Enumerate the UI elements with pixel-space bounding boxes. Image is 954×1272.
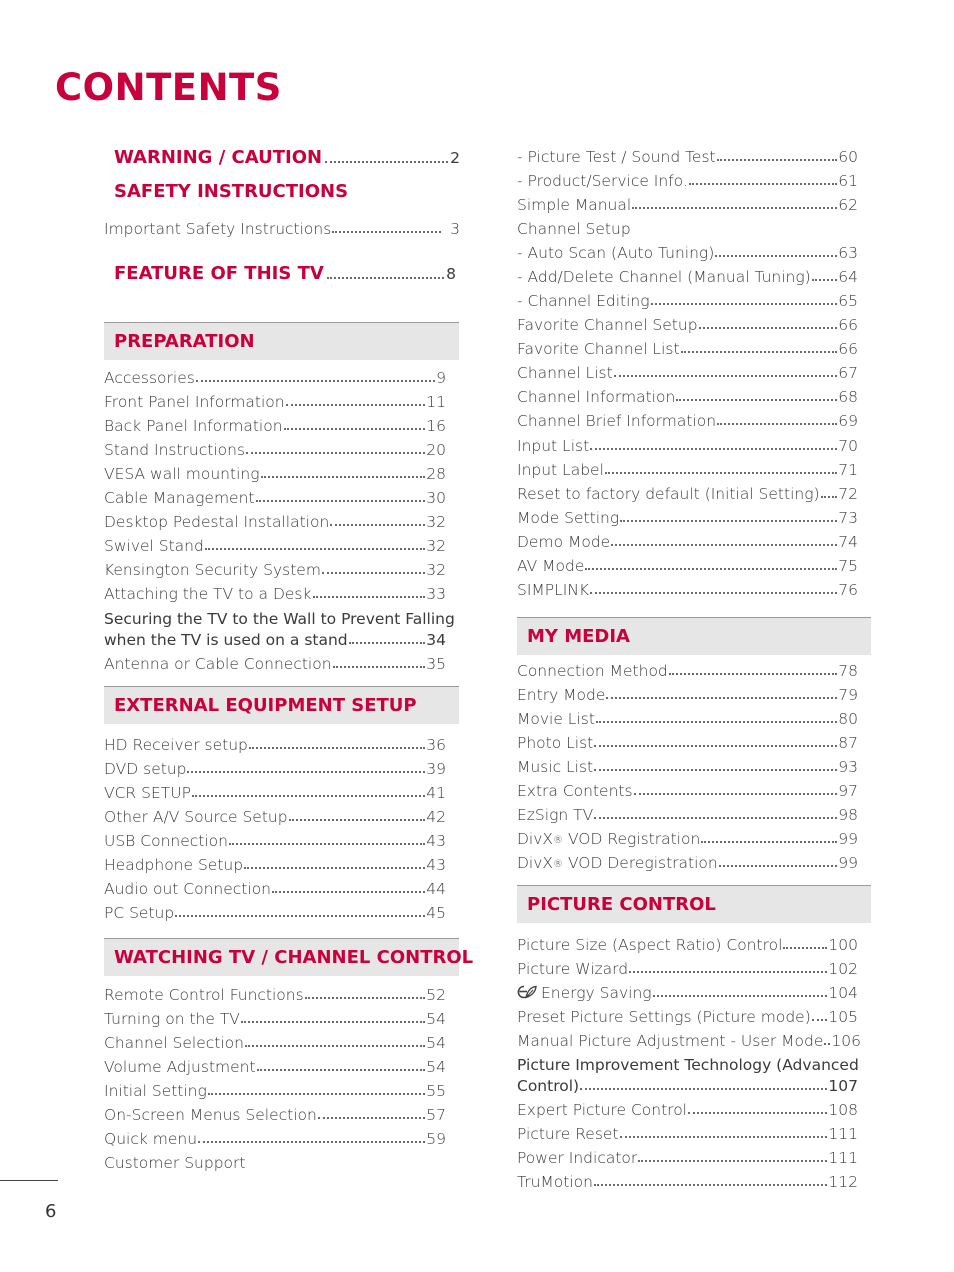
toc-entry[interactable] bbox=[517, 388, 858, 406]
toc-entry[interactable] bbox=[104, 441, 446, 459]
toc-label: - Picture Test / Sound Test bbox=[517, 148, 716, 166]
toc-entry[interactable] bbox=[517, 1008, 858, 1026]
leader-dots bbox=[284, 416, 426, 430]
toc-label: Cable Management bbox=[104, 489, 255, 507]
toc-entry[interactable] bbox=[517, 581, 858, 599]
section-title: WATCHING TV / CHANNEL CONTROL bbox=[114, 947, 474, 968]
toc-page: 32 bbox=[426, 561, 446, 579]
toc-entry[interactable] bbox=[517, 806, 858, 824]
leader-dots bbox=[699, 315, 838, 329]
toc-entry[interactable] bbox=[104, 1082, 446, 1100]
toc-page: 30 bbox=[426, 489, 446, 507]
toc-page: 32 bbox=[426, 513, 446, 531]
leader-dots bbox=[715, 243, 837, 257]
toc-entry[interactable] bbox=[104, 489, 446, 507]
toc-label: Input Label bbox=[517, 460, 604, 479]
toc-label-line2: Control) bbox=[517, 1077, 580, 1095]
toc-label: - Channel Editing bbox=[517, 292, 650, 311]
leader-dots bbox=[333, 654, 426, 668]
toc-page: 41 bbox=[426, 784, 446, 802]
toc-page: 57 bbox=[426, 1106, 446, 1124]
toc-page: 16 bbox=[426, 417, 446, 435]
section-title: PREPARATION bbox=[114, 331, 255, 352]
toc-label: FEATURE OF THIS TV bbox=[114, 263, 324, 284]
toc-page: 3 bbox=[450, 220, 460, 238]
toc-entry-antenna[interactable] bbox=[104, 655, 446, 673]
leader-dots bbox=[812, 1007, 828, 1021]
toc-page: 76 bbox=[838, 580, 858, 599]
leader-dots bbox=[594, 805, 837, 819]
section-header-mymedia bbox=[517, 617, 871, 655]
leader-dots bbox=[614, 363, 838, 377]
toc-page: 20 bbox=[426, 441, 446, 459]
toc-entry-feature[interactable] bbox=[114, 263, 456, 284]
section-title: PICTURE CONTROL bbox=[527, 894, 716, 915]
toc-entry[interactable] bbox=[104, 393, 446, 411]
toc-label: Channel Setup bbox=[517, 220, 631, 238]
toc-page: 9 bbox=[436, 369, 446, 387]
leader-dots bbox=[257, 1057, 426, 1071]
toc-label: Picture Size (Aspect Ratio) Control bbox=[517, 936, 783, 954]
toc-entry[interactable] bbox=[517, 1149, 858, 1167]
toc-label: Demo Mode bbox=[517, 532, 611, 551]
section-title: MY MEDIA bbox=[527, 626, 630, 647]
leader-dots bbox=[192, 783, 425, 797]
toc-entry[interactable] bbox=[104, 369, 446, 387]
toc-entry[interactable] bbox=[517, 1101, 858, 1119]
toc-label: Power Indicator bbox=[517, 1149, 638, 1167]
toc-label: Expert Picture Control bbox=[517, 1101, 687, 1119]
toc-label: WARNING / CAUTION bbox=[114, 147, 323, 168]
toc-entry[interactable] bbox=[517, 244, 858, 262]
toc-page: 111 bbox=[828, 1125, 858, 1143]
toc-label: Quick menu bbox=[104, 1130, 198, 1148]
leader-dots bbox=[606, 685, 837, 699]
footer-rule bbox=[0, 1180, 58, 1181]
toc-label: Headphone Setup bbox=[104, 856, 244, 874]
toc-label: Channel Brief Information bbox=[517, 412, 717, 431]
toc-page: 66 bbox=[838, 316, 858, 335]
toc-page: 67 bbox=[838, 364, 858, 383]
toc-label: Picture Wizard bbox=[517, 960, 629, 978]
toc-entry[interactable] bbox=[517, 758, 858, 776]
toc-label: Front Panel Information bbox=[104, 393, 285, 411]
toc-page: 68 bbox=[838, 388, 858, 407]
toc-entry[interactable] bbox=[517, 686, 858, 704]
toc-label: Other A/V Source Setup bbox=[104, 808, 288, 826]
toc-page: 71 bbox=[838, 460, 858, 479]
toc-page: 111 bbox=[828, 1149, 858, 1167]
leader-dots bbox=[596, 709, 837, 723]
toc-label: Kensington Security System bbox=[104, 561, 321, 579]
leader-dots bbox=[669, 661, 838, 675]
toc-label: On-Screen Menus Selection bbox=[104, 1106, 317, 1124]
leader-dots bbox=[689, 171, 837, 185]
toc-page: 64 bbox=[838, 268, 858, 287]
leader-dots bbox=[327, 264, 444, 279]
toc-page: 36 bbox=[426, 736, 446, 754]
leader-dots bbox=[330, 512, 425, 526]
toc-page: 69 bbox=[838, 412, 858, 431]
toc-label: Connection Method bbox=[517, 662, 668, 680]
leader-dots bbox=[611, 532, 837, 546]
toc-page: 104 bbox=[828, 984, 858, 1002]
toc-page: 93 bbox=[838, 758, 858, 776]
toc-page: 63 bbox=[838, 244, 858, 262]
leader-dots bbox=[701, 829, 837, 843]
toc-label: Back Panel Information bbox=[104, 417, 283, 435]
toc-page: 43 bbox=[426, 832, 446, 850]
toc-label: Channel List bbox=[517, 364, 613, 383]
toc-label: - Auto Scan (Auto Tuning) bbox=[517, 244, 715, 262]
leader-dots bbox=[594, 733, 837, 747]
toc-page: 35 bbox=[426, 655, 446, 673]
toc-label: Reset to factory default (Initial Setting) bbox=[517, 484, 820, 503]
toc-page: 79 bbox=[838, 686, 858, 704]
leader-dots bbox=[783, 935, 827, 949]
toc-label: SAFETY INSTRUCTIONS bbox=[114, 181, 349, 202]
leader-dots bbox=[305, 985, 426, 999]
toc-entry[interactable] bbox=[517, 662, 858, 680]
leader-dots bbox=[246, 440, 425, 454]
toc-page: 102 bbox=[828, 960, 858, 978]
toc-page: 70 bbox=[838, 436, 858, 455]
toc-entry-securing[interactable] bbox=[104, 609, 455, 651]
toc-entry[interactable] bbox=[104, 736, 446, 754]
toc-label: VESA wall mounting bbox=[104, 465, 260, 483]
leader-dots bbox=[585, 556, 837, 570]
toc-page: 45 bbox=[426, 904, 446, 922]
leader-dots bbox=[821, 484, 838, 498]
toc-page: 59 bbox=[426, 1130, 446, 1148]
toc-entry[interactable] bbox=[104, 784, 446, 802]
toc-label: Audio out Connection bbox=[104, 880, 271, 898]
toc-entry[interactable] bbox=[517, 268, 858, 286]
toc-page: 100 bbox=[828, 936, 858, 954]
toc-label: Antenna or Cable Connection bbox=[104, 655, 332, 673]
page-title: CONTENTS bbox=[55, 66, 282, 109]
toc-page: 54 bbox=[426, 1058, 446, 1076]
leader-dots bbox=[580, 1076, 827, 1090]
toc-page: 99 bbox=[838, 854, 858, 872]
toc-label: Swivel Stand bbox=[104, 537, 204, 555]
toc-label: Movie List bbox=[517, 710, 595, 728]
toc-entry[interactable] bbox=[104, 513, 446, 531]
toc-label: USB Connection bbox=[104, 832, 228, 850]
toc-page: 32 bbox=[426, 537, 446, 555]
toc-entry[interactable] bbox=[104, 760, 446, 778]
toc-entry-important[interactable] bbox=[104, 220, 460, 238]
toc-entry[interactable] bbox=[104, 808, 446, 826]
toc-label-line1: Picture Improvement Technology (Advanced bbox=[517, 1056, 859, 1074]
section-title: EXTERNAL EQUIPMENT SETUP bbox=[114, 695, 417, 716]
toc-label: Favorite Channel List bbox=[517, 340, 680, 359]
toc-label: DVD setup bbox=[104, 760, 187, 778]
toc-label: Music List bbox=[517, 758, 594, 776]
toc-entry-picture-improvement[interactable] bbox=[517, 1055, 858, 1097]
leader-dots bbox=[322, 560, 425, 574]
leader-dots bbox=[325, 148, 448, 163]
leader-dots bbox=[653, 983, 828, 997]
leader-dots bbox=[590, 436, 837, 450]
toc-entry[interactable] bbox=[517, 364, 858, 382]
toc-page: 97 bbox=[838, 782, 858, 800]
toc-label: DivX® VOD Registration bbox=[517, 830, 701, 848]
toc-label: Extra Contents bbox=[517, 782, 633, 800]
toc-page: 2 bbox=[450, 149, 460, 167]
toc-label: EzSign TV bbox=[517, 806, 594, 824]
toc-page: 80 bbox=[838, 710, 858, 728]
toc-page: 99 bbox=[838, 830, 858, 848]
toc-page: 34 bbox=[426, 631, 446, 649]
toc-entry[interactable] bbox=[517, 148, 858, 166]
toc-label: Energy Saving bbox=[517, 984, 652, 1002]
toc-label: Initial Setting bbox=[104, 1082, 207, 1100]
toc-entry[interactable] bbox=[104, 986, 446, 1004]
leader-dots bbox=[196, 368, 435, 382]
toc-page: 75 bbox=[838, 556, 858, 575]
leader-dots bbox=[719, 853, 838, 867]
leader-dots bbox=[634, 781, 838, 795]
toc-page: 55 bbox=[426, 1082, 446, 1100]
section-header-preparation bbox=[104, 322, 459, 360]
toc-label: Entry Mode bbox=[517, 686, 606, 704]
leader-dots bbox=[261, 464, 426, 478]
toc-entry[interactable] bbox=[104, 561, 446, 579]
toc-page: 78 bbox=[838, 662, 858, 680]
section-header-watching bbox=[104, 938, 474, 976]
toc-page: 73 bbox=[838, 508, 858, 527]
toc-entry[interactable] bbox=[104, 832, 446, 850]
toc-label: PC Setup bbox=[104, 904, 175, 922]
leader-dots bbox=[198, 1129, 425, 1143]
toc-entry[interactable] bbox=[517, 316, 858, 334]
toc-label: Preset Picture Settings (Picture mode) bbox=[517, 1008, 811, 1026]
toc-entry-energy-saving[interactable] bbox=[517, 984, 858, 1002]
toc-entry[interactable] bbox=[517, 196, 858, 214]
leader-dots bbox=[229, 831, 425, 845]
section-header-external bbox=[104, 686, 459, 724]
leader-dots bbox=[256, 488, 426, 502]
leader-dots bbox=[205, 536, 425, 550]
toc-entry[interactable] bbox=[104, 537, 446, 555]
toc-entry[interactable] bbox=[104, 1106, 446, 1124]
leader-dots bbox=[245, 1033, 425, 1047]
leader-dots bbox=[629, 959, 827, 973]
leader-dots bbox=[208, 1081, 425, 1095]
toc-entry[interactable] bbox=[104, 880, 446, 898]
toc-entry[interactable] bbox=[517, 292, 858, 310]
toc-label: Channel Information bbox=[517, 388, 676, 407]
toc-page: 52 bbox=[426, 986, 446, 1004]
toc-label: Favorite Channel Setup bbox=[517, 316, 698, 335]
toc-entry[interactable] bbox=[517, 437, 858, 455]
toc-label-line2: when the TV is used on a stand bbox=[104, 631, 348, 649]
toc-page: 98 bbox=[838, 806, 858, 824]
toc-entry[interactable] bbox=[517, 1032, 861, 1050]
toc-label: VCR SETUP bbox=[104, 784, 191, 802]
toc-label-line1: Securing the TV to the Wall to Prevent Falling bbox=[104, 610, 455, 628]
toc-entry[interactable] bbox=[517, 509, 858, 527]
toc-entry[interactable] bbox=[517, 533, 858, 551]
toc-label: SIMPLINK bbox=[517, 580, 590, 599]
toc-label: - Add/Delete Channel (Manual Tuning) bbox=[517, 268, 811, 287]
toc-entry[interactable] bbox=[104, 465, 446, 483]
leader-dots bbox=[286, 392, 426, 406]
toc-page: 43 bbox=[426, 856, 446, 874]
leader-dots bbox=[812, 267, 838, 281]
leader-dots bbox=[605, 460, 837, 474]
toc-label: Customer Support bbox=[104, 1154, 246, 1172]
leader-dots bbox=[688, 1100, 827, 1114]
toc-label: AV Mode bbox=[517, 556, 585, 575]
toc-label: Stand Instructions bbox=[104, 441, 246, 459]
toc-entry[interactable] bbox=[104, 904, 446, 922]
toc-page: 54 bbox=[426, 1010, 446, 1028]
toc-label: Picture Reset bbox=[517, 1125, 619, 1143]
leader-dots bbox=[244, 855, 425, 869]
toc-page: 107 bbox=[828, 1077, 858, 1095]
leader-dots bbox=[717, 147, 838, 161]
toc-page: 105 bbox=[828, 1008, 858, 1026]
toc-label: Photo List bbox=[517, 734, 594, 752]
toc-page: 87 bbox=[838, 734, 858, 752]
toc-label: HD Receiver setup bbox=[104, 736, 248, 754]
leader-dots bbox=[318, 1105, 425, 1119]
section-header-picture bbox=[517, 885, 871, 923]
toc-page: 28 bbox=[426, 465, 446, 483]
leader-dots bbox=[175, 903, 425, 917]
toc-page: 60 bbox=[838, 148, 858, 166]
leader-dots bbox=[824, 1031, 830, 1045]
toc-page: 61 bbox=[838, 172, 858, 190]
leader-dots bbox=[590, 580, 837, 594]
toc-label: Simple Manual bbox=[517, 196, 632, 214]
leader-dots bbox=[676, 387, 837, 401]
toc-entry[interactable] bbox=[517, 340, 858, 358]
leader-dots bbox=[332, 219, 441, 233]
toc-entry[interactable] bbox=[517, 960, 858, 978]
toc-page: 112 bbox=[828, 1173, 858, 1191]
toc-entry-channel-setup[interactable] bbox=[517, 220, 871, 238]
leader-dots bbox=[313, 584, 426, 598]
toc-label: Important Safety Instructions bbox=[104, 220, 332, 238]
toc-label: TruMotion bbox=[517, 1173, 593, 1191]
toc-label: Input List bbox=[517, 436, 590, 455]
toc-page: 8 bbox=[446, 265, 456, 283]
leader-dots bbox=[681, 339, 838, 353]
toc-entry[interactable] bbox=[104, 1130, 446, 1148]
toc-label: Attaching the TV to a Desk bbox=[104, 585, 312, 603]
toc-entry-divx-deregistration[interactable] bbox=[517, 854, 858, 874]
toc-page: 54 bbox=[426, 1034, 446, 1052]
toc-page: 44 bbox=[426, 880, 446, 898]
toc-entry[interactable] bbox=[517, 172, 858, 190]
toc-page: 74 bbox=[838, 532, 858, 551]
leader-dots bbox=[289, 807, 426, 821]
page-number: 6 bbox=[45, 1201, 57, 1222]
toc-entry[interactable] bbox=[104, 1058, 446, 1076]
toc-page: 66 bbox=[838, 340, 858, 359]
leader-dots bbox=[620, 1124, 828, 1138]
toc-label: Channel Selection bbox=[104, 1034, 244, 1052]
toc-entry[interactable] bbox=[517, 936, 858, 954]
toc-label: Manual Picture Adjustment - User Mode bbox=[517, 1032, 824, 1050]
toc-entry[interactable] bbox=[104, 585, 446, 603]
leader-dots bbox=[272, 879, 425, 893]
toc-page: 39 bbox=[426, 760, 446, 778]
toc-entry[interactable] bbox=[104, 417, 446, 435]
toc-page: 106 bbox=[831, 1032, 861, 1050]
toc-entry[interactable] bbox=[517, 710, 858, 728]
toc-label: Accessories bbox=[104, 369, 195, 387]
toc-entry-warning[interactable] bbox=[114, 147, 460, 168]
toc-entry[interactable] bbox=[517, 557, 858, 575]
leader-dots bbox=[651, 291, 838, 305]
leader-dots bbox=[241, 1009, 425, 1023]
toc-page: 11 bbox=[426, 393, 446, 411]
toc-entry[interactable] bbox=[517, 485, 858, 503]
toc-entry-divx-registration[interactable] bbox=[517, 830, 858, 850]
toc-label: Desktop Pedestal Installation bbox=[104, 513, 330, 531]
leader-dots bbox=[594, 757, 837, 771]
toc-label: Turning on the TV bbox=[104, 1010, 240, 1028]
toc-entry-customer-support[interactable] bbox=[104, 1154, 460, 1172]
toc-entry[interactable] bbox=[104, 1010, 446, 1028]
toc-entry[interactable] bbox=[517, 412, 858, 430]
toc-label: Remote Control Functions bbox=[104, 986, 304, 1004]
toc-entry[interactable] bbox=[104, 856, 446, 874]
toc-label: - Product/Service Info. bbox=[517, 172, 688, 190]
leader-dots bbox=[620, 508, 837, 522]
toc-page: 108 bbox=[828, 1101, 858, 1119]
toc-entry[interactable] bbox=[104, 1034, 446, 1052]
toc-entry[interactable] bbox=[517, 782, 858, 800]
toc-entry[interactable] bbox=[517, 1173, 858, 1191]
leader-dots bbox=[632, 195, 837, 209]
toc-label: DivX® VOD Deregistration bbox=[517, 854, 718, 872]
toc-entry-safety[interactable] bbox=[114, 181, 460, 202]
toc-page: 72 bbox=[838, 484, 858, 503]
toc-page: 62 bbox=[838, 196, 858, 214]
toc-page: 42 bbox=[426, 808, 446, 826]
leader-dots bbox=[187, 759, 425, 773]
toc-page: 65 bbox=[838, 292, 858, 311]
toc-label: Volume Adjustment bbox=[104, 1058, 256, 1076]
leader-dots bbox=[349, 630, 426, 644]
leader-dots bbox=[638, 1148, 827, 1162]
toc-page: 33 bbox=[426, 585, 446, 603]
leader-dots bbox=[594, 1172, 827, 1186]
toc-entry[interactable] bbox=[517, 1125, 858, 1143]
toc-entry[interactable] bbox=[517, 461, 858, 479]
leader-dots bbox=[249, 735, 425, 749]
leader-dots bbox=[717, 411, 837, 425]
toc-entry[interactable] bbox=[517, 734, 858, 752]
toc-label: Mode Setting bbox=[517, 508, 620, 527]
energy-saving-icon bbox=[517, 985, 537, 999]
